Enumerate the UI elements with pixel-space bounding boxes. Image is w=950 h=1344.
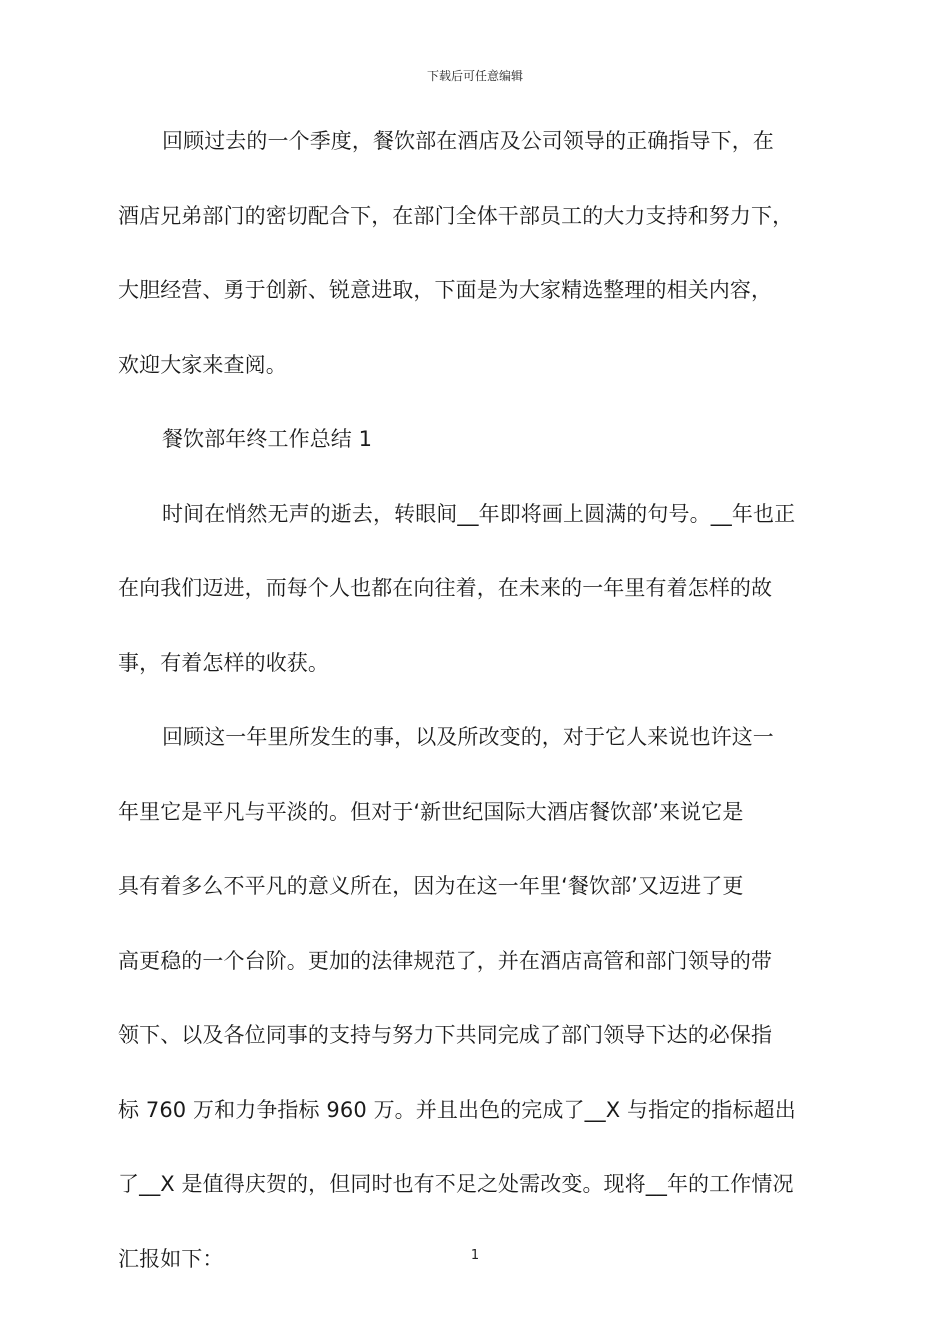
document-body: [118, 104, 838, 1296]
paragraph-intro: [118, 104, 838, 402]
text-line: 回顾这一年里所发生的事，以及所改变的，对于它人来说也许这一: [162, 725, 774, 749]
text-line: 标 760 万和力争指标 960 万。并且出色的完成了__X 与指定的指标超出: [118, 1097, 796, 1122]
text-line: 在向我们迈进，而每个人也都在向往着，在未来的一年里有着怎样的故: [118, 576, 773, 600]
page-header: 下载后可任意编辑: [426, 69, 523, 83]
text-line: 汇报如下：: [118, 1246, 224, 1271]
text-line: 酒店兄弟部门的密切配合下，在部门全体干部员工的大力支持和努力下，: [118, 203, 794, 228]
text-line: 高更稳的一个台阶。更加的法律规范了，并在酒店高管和部门领导的带: [118, 948, 773, 973]
text-line: 年里它是平凡与平淡的。但对于‘新世纪国际大酒店餐饮部’来说它是: [118, 799, 744, 824]
text-line: 领下、以及各位同事的支持与努力下共同完成了部门领导下达的必保指: [118, 1023, 773, 1047]
text-line: 具有着多么不平凡的意义所在，因为在这一年里‘餐饮部’又迈进了更: [118, 874, 744, 898]
text-line: 时间在悄然无声的逝去，转眼间__年即将画上圆满的句号。__年也正: [162, 501, 796, 526]
paragraph-time: [118, 477, 838, 701]
section-heading: [118, 402, 838, 477]
heading-line: 餐饮部年终工作总结 1: [162, 427, 373, 451]
text-line: 大胆经营、勇于创新、锐意进取，下面是为大家精选整理的相关内容，: [118, 278, 773, 302]
text-line: 回顾过去的一个季度，餐饮部在酒店及公司领导的正确指导下，在: [162, 129, 774, 153]
page-number: 1: [470, 1248, 480, 1263]
text-line: 欢迎大家来查阅。: [118, 352, 287, 377]
text-line: 事，有着怎样的收获。: [118, 650, 329, 675]
text-line: 了__X 是值得庆贺的，但同时也有不足之处需改变。现将__年的工作情况: [118, 1172, 794, 1196]
paragraph-review: [118, 700, 838, 1296]
